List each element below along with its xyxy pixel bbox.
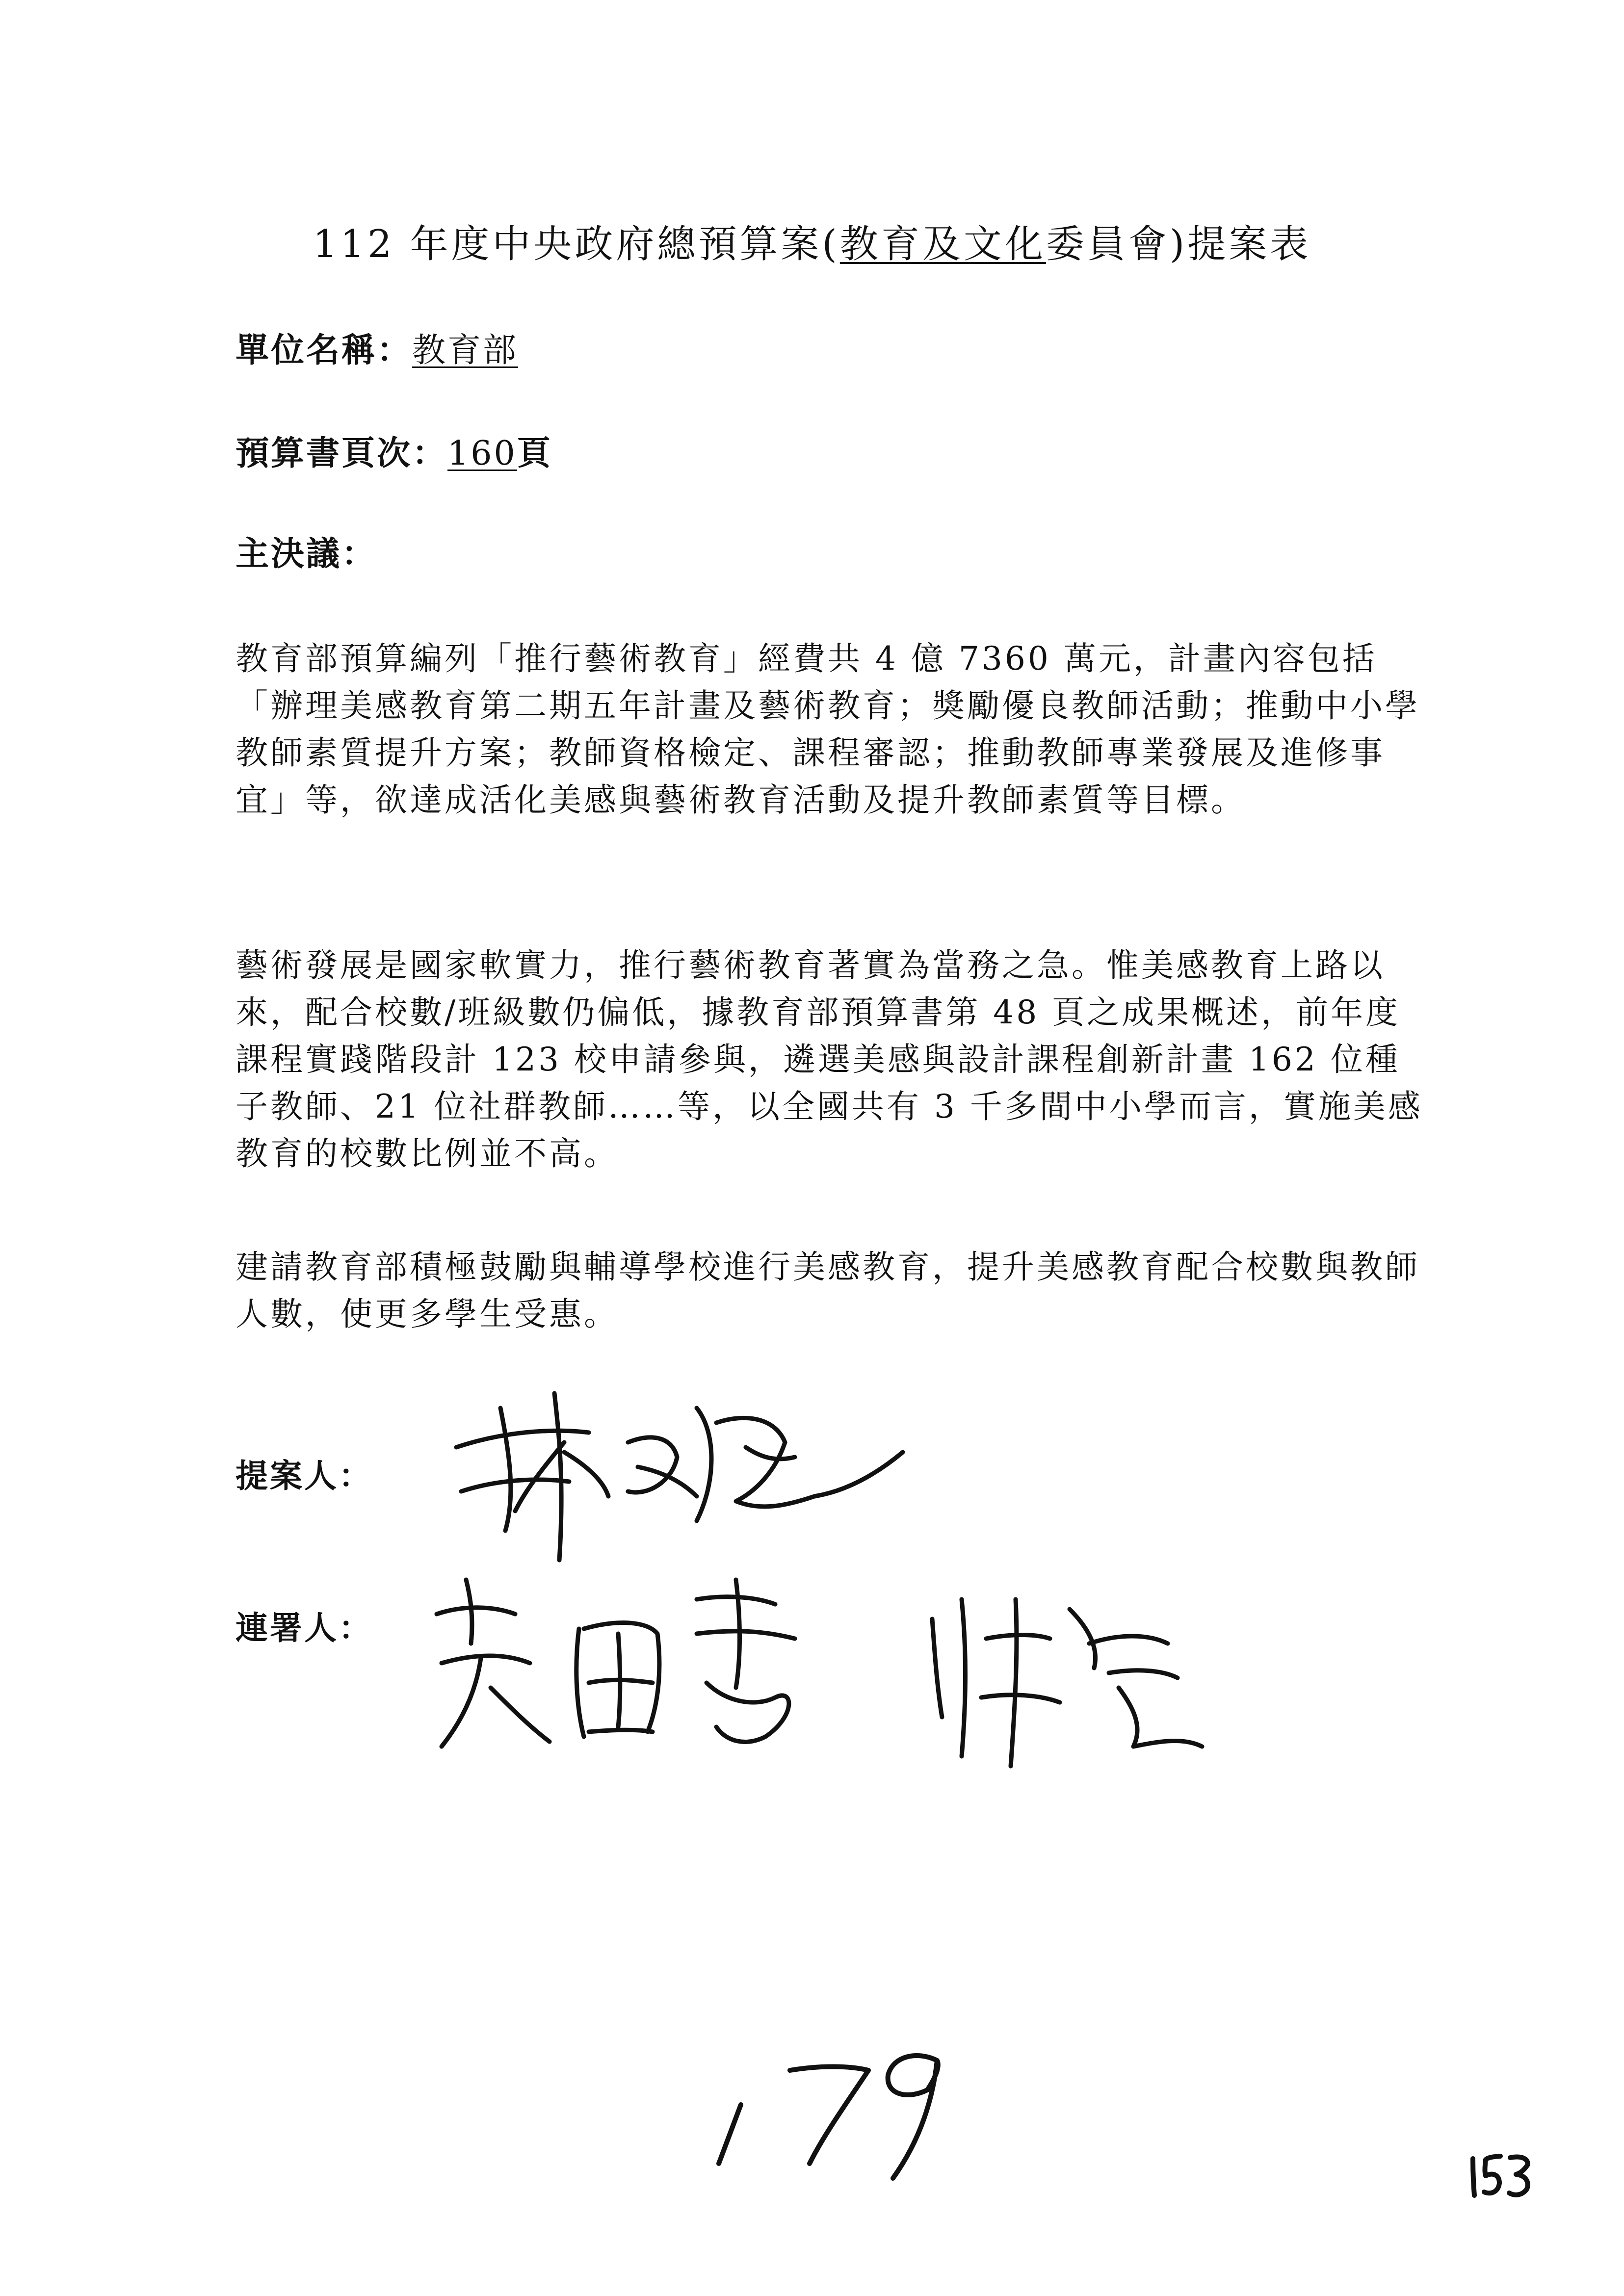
handwritten-page-number-small — [1467, 2149, 1536, 2203]
proposer-label: 提案人： — [236, 1457, 373, 1495]
page-ref-label: 預算書頁次： — [236, 434, 448, 473]
resolution-label: 主決議： — [236, 534, 377, 574]
proposer-signature — [442, 1334, 932, 1570]
document-title — [0, 213, 1624, 268]
page-ref-value: 160 — [447, 434, 517, 473]
title-suffix: 委員會)提案表 — [1046, 222, 1311, 266]
page-ref-field — [236, 427, 552, 474]
cosigner-label: 連署人： — [236, 1609, 373, 1647]
title-prefix: 112 年度中央政府總預算案( — [313, 222, 840, 266]
cosigner-signature-1 — [422, 1560, 864, 1766]
title-committee: 教育及文化 — [839, 222, 1046, 266]
handwritten-page-number-large — [707, 2002, 962, 2178]
paragraph-2: 藝術發展是國家軟實力，推行藝術教育著實為當務之急。惟美感教育上路以來，配合校數/班級數仍偏低，據教育部預算書第 48 頁之成果概述，前年度課程實踐階段計 123 校申請參與，遴選美感與設計課程創新計畫 162 位種子教師、21 位社群教師……等，以全國共有 3 千多間中小學而言，實施美感教育的校數比例並不高。 — [236, 946, 1423, 1173]
unit-value: 教育部 — [412, 331, 519, 370]
paragraph-3: 建請教育部積極鼓勵與輔導學校進行美感教育，提升美感教育配合校數與教師人數，使更多學生受惠。 — [236, 1248, 1420, 1333]
page-ref-suffix: 頁 — [517, 434, 552, 473]
unit-field — [236, 324, 518, 371]
paragraph-1: 教育部預算編列「推行藝術教育」經費共 4 億 7360 萬元，計畫內容包括「辦理美感教育第二期五年計畫及藝術教育；獎勵優良教師活動；推動中小學教師素質提升方案；教師資格檢定、課程審認；推動教師專業發展及進修事宜」等，欲達成活化美感與藝術教育活動及提升教師素質等目標。 — [236, 640, 1420, 819]
cosigner-signature-2 — [913, 1570, 1217, 1776]
unit-label: 單位名稱： — [236, 331, 413, 370]
